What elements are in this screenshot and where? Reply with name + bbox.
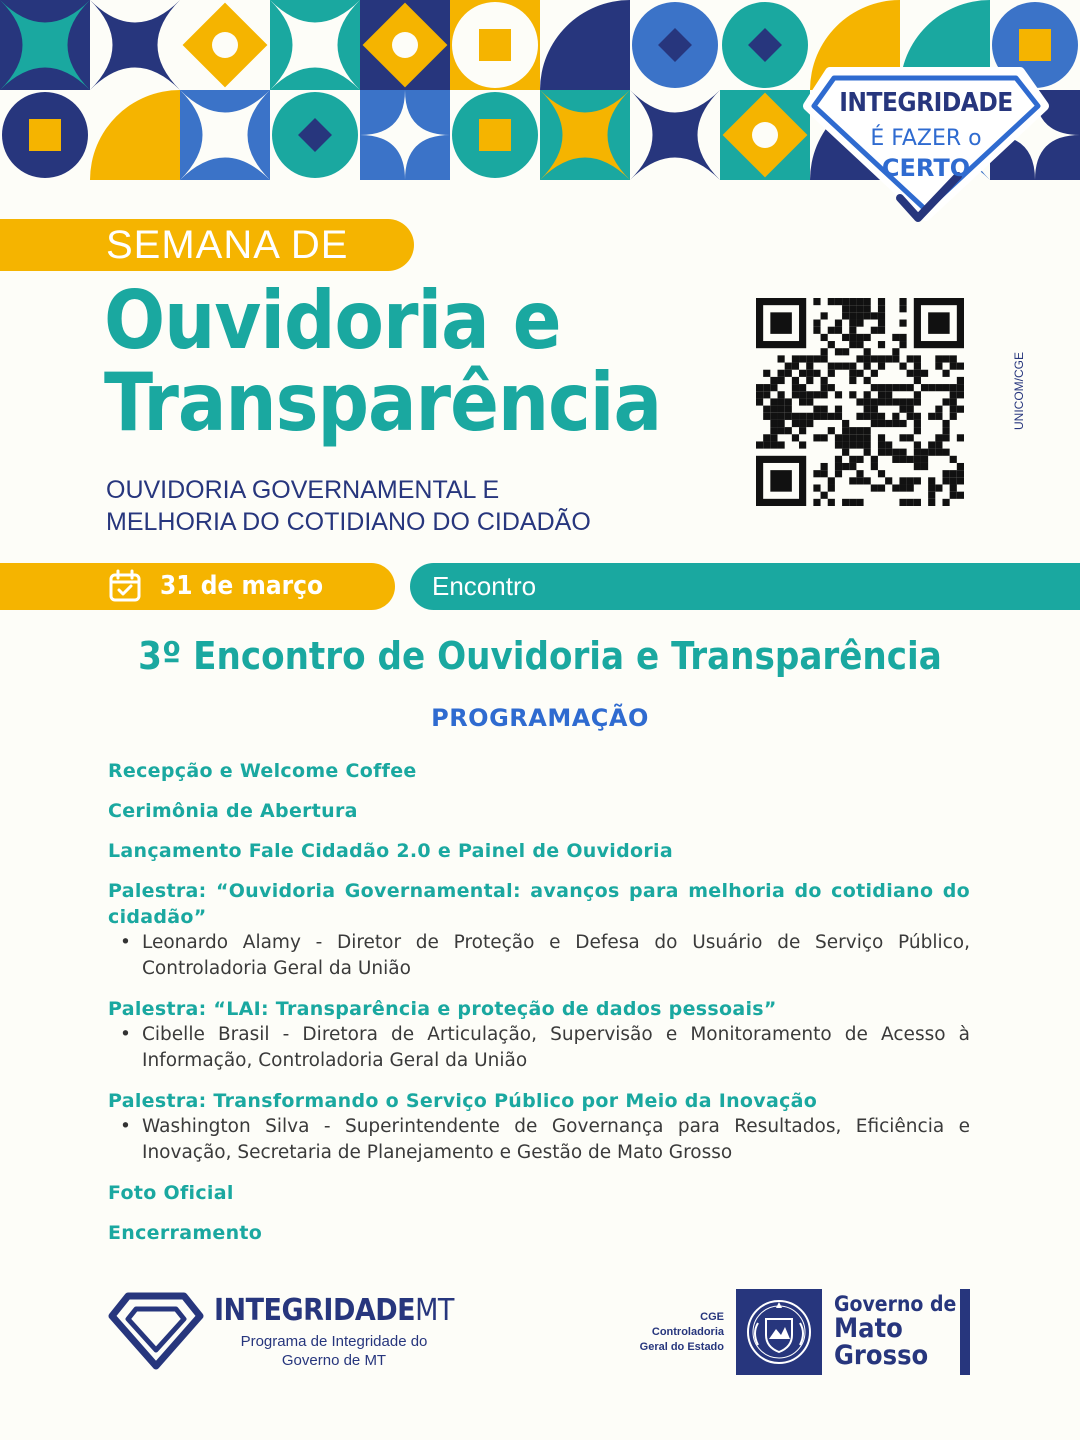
- program-item-speaker: • Leonardo Alamy - Diretor de Proteção e Defesa do Usuário de Serviço Público, Controladoria Geral da União: [108, 930, 970, 982]
- program-item-title: Palestra: “LAI: Transparência e proteção de dados pessoais”: [108, 998, 777, 1020]
- integridade-subtitle: [214, 1332, 454, 1370]
- subtitle: [106, 474, 726, 538]
- page-title: [104, 274, 661, 449]
- badge-title: INTEGRIDADE: [839, 88, 1013, 118]
- program-item-title: Recepção e Welcome Coffee: [108, 760, 417, 782]
- program-item: [108, 758, 970, 784]
- calendar-check-icon: [108, 569, 142, 603]
- program-item: [108, 798, 970, 824]
- cge-line-1: CGE: [700, 1311, 724, 1323]
- program-item-title: Encerramento: [108, 1222, 263, 1244]
- credit-text: UNICOM/CGE: [1012, 352, 1026, 430]
- event-title: 3º Encontro de Ouvidoria e Transparência: [138, 634, 942, 678]
- program-item-title: Cerimônia de Abertura: [108, 800, 358, 822]
- program-item-title: Palestra: “Ouvidoria Governamental: avanços para melhoria do cotidiano do cidadão”: [108, 880, 970, 928]
- integridade-diamond-logo: [108, 1292, 204, 1370]
- integridade-name-bold: INTEGRIDADE: [214, 1293, 416, 1328]
- badge-line3: CERTO: [881, 154, 971, 182]
- subtitle-line-2: MELHORIA DO COTIDIANO DO CIDADÃO: [106, 508, 591, 536]
- cge-line-2: Controladoria: [651, 1326, 724, 1338]
- event-date: 31 de março: [160, 571, 324, 601]
- program-item-speaker: • Cibelle Brasil - Diretora de Articulação, Supervisão e Monitoramento de Acesso à Informação, Controladoria Geral da União: [108, 1022, 970, 1074]
- program-item: [108, 878, 970, 982]
- state-crest-logo: [736, 1289, 822, 1375]
- gov-line-3: Grosso: [834, 1340, 929, 1371]
- program-item-speaker: • Washington Silva - Superintendente de Governança para Resultados, Eficiência e Inovação, Secretaria de Planejamento e Gestão de Mato Grosso: [108, 1114, 970, 1166]
- gov-line-2: Mato: [834, 1313, 903, 1344]
- program-item: [108, 1220, 970, 1246]
- integridade-sub-line-1: Programa de Integridade do: [240, 1333, 428, 1350]
- title-line-1: Ouvidoria e: [104, 274, 561, 367]
- cge-label: [600, 1310, 724, 1355]
- program-item-title: Palestra: Transformando o Serviço Público por Meio da Inovação: [108, 1090, 818, 1112]
- governo-bar: [960, 1289, 970, 1375]
- subtitle-line-1: OUVIDORIA GOVERNAMENTAL E: [106, 476, 500, 504]
- integridade-badge: [800, 66, 1050, 236]
- cge-line-3: Geral do Estado: [639, 1341, 724, 1353]
- integridade-sub-line-2: Governo de MT: [281, 1352, 387, 1369]
- program-item: [108, 1180, 970, 1206]
- program-list: [108, 758, 970, 1260]
- integridade-name-light: MT: [415, 1293, 454, 1328]
- program-item-title: Lançamento Fale Cidadão 2.0 e Painel de Ouvidoria: [108, 840, 673, 862]
- title-line-2: Transparência: [104, 356, 661, 449]
- pre-title: SEMANA DE: [106, 223, 349, 267]
- event-type: Encontro: [432, 571, 537, 601]
- integridade-mt-name: [214, 1293, 454, 1328]
- program-heading: PROGRAMAÇÃO: [431, 704, 649, 732]
- qr-code[interactable]: [756, 298, 964, 506]
- badge-line2: É FAZER o: [870, 126, 982, 151]
- program-item: [108, 838, 970, 864]
- program-item: [108, 996, 970, 1074]
- coat-of-arms-icon: [736, 1289, 822, 1375]
- program-item: [108, 1088, 970, 1166]
- governo-mt-name: [834, 1294, 956, 1369]
- program-item-title: Foto Oficial: [108, 1182, 234, 1204]
- gov-line-1: Governo de: [834, 1292, 957, 1316]
